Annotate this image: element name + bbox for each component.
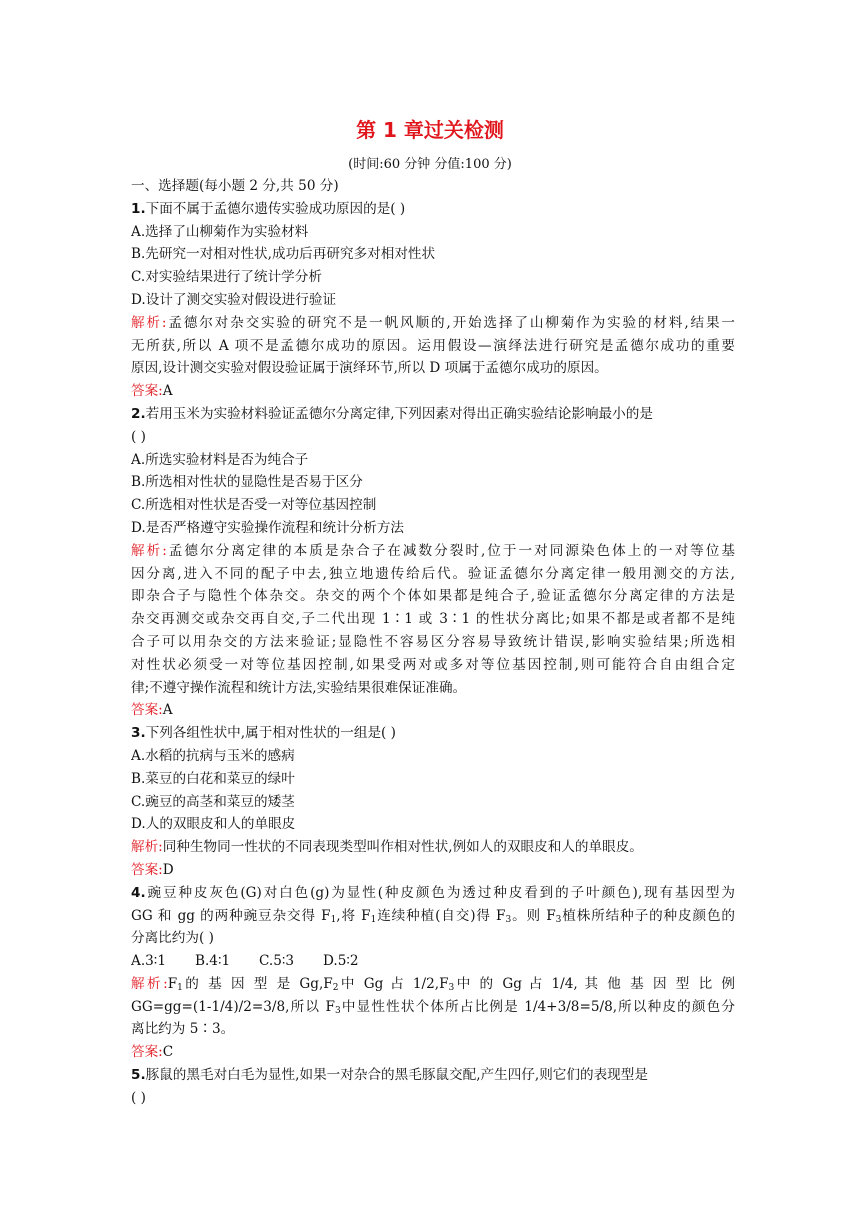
question-1-analysis-cont: 原因,设计测交实验对假设验证属于演绎环节,所以 D 项属于孟德尔成功的原因。 (131, 360, 608, 377)
question-3-answer: 答案:D (131, 861, 174, 878)
question-4-analysis: 解析$:F_1$的 基 因 型 是 $Gg,F_2$中 Gg 占 $1/2,F_3$中 的 Gg 占 1/4, 其 他 基 因 型 比 例 (131, 975, 735, 993)
question-4-stem-cont: 分离比约为( ) (131, 930, 214, 947)
question-4-option-d: D.5∶2 (323, 953, 359, 970)
question-4-stem: 4.豌豆种皮灰色(G)对白色(g)为显性(种皮颜色为透过种皮看到的子叶颜色),现有基因型为 (131, 884, 735, 901)
question-2-analysis-cont: 因分离,进入不同的配子中去,独立地遗传给后代。验证孟德尔分离定律一般用测交的方法, (131, 565, 735, 582)
question-3-analysis: 解析:同种生物同一性状的不同表现类型叫作相对性状,例如人的双眼皮和人的单眼皮。 (131, 839, 643, 856)
question-2-analysis-cont: 即杂合子与隐性个体杂交。杂交的两个个体如果都是纯合子,验证孟德尔分离定律的方法是 (131, 588, 735, 605)
question-2-answer: 答案:A (131, 702, 173, 719)
question-2-stem: 2.若用玉米为实验材料验证孟德尔分离定律,下列因素对得出正确实验结论影响最小的是 (131, 405, 653, 422)
question-2-analysis-cont: 律;不遵守操作流程和统计方法,实验结果很难保证准确。 (131, 679, 467, 696)
question-5-stem-cont: ( ) (131, 1089, 146, 1106)
question-2-option-a: A.所选实验材料是否为纯合子 (131, 451, 309, 468)
question-2-analysis-cont: 合子可以用杂交的方法来验证;显隐性不容易区分容易导致统计错误,影响实验结果;所选相 (131, 633, 735, 650)
document-body (131, 175, 735, 1110)
question-1-option-a: A.选择了山柳菊作为实验材料 (131, 223, 309, 240)
question-3-option-b: B.菜豆的白花和菜豆的绿叶 (131, 770, 295, 787)
question-2-option-c: C.所选相对性状是否受一对等位基因控制 (131, 497, 377, 514)
question-2-analysis-cont: 杂交再测交或杂交再自交,子二代出现 1∶1 或 3∶1 的性状分离比;如果不都是或者都不是纯 (131, 611, 735, 628)
question-1-answer: 答案:A (131, 383, 173, 400)
question-1-option-d: D.设计了测交实验对假设进行验证 (131, 291, 337, 308)
question-1-analysis-cont: 无所获,所以 A 项不是孟德尔成功的原因。运用假设—演绎法进行研究是孟德尔成功的重要 (131, 337, 735, 354)
question-4-option-b: B.4∶1 (195, 953, 231, 970)
question-4-option-a: A.3∶1 (131, 953, 166, 970)
question-3-option-d: D.人的双眼皮和人的单眼皮 (131, 816, 296, 833)
question-3-option-c: C.豌豆的高茎和菜豆的矮茎 (131, 793, 295, 810)
question-2-stem-cont: ( ) (131, 428, 146, 445)
question-4-stem-cont: GG 和 gg 的两种豌豆杂交得 $F_1$,将 $F_1$连续种植(自交)得 $F_3$。则 $F_3$植株所结种子的种皮颜色的 (131, 907, 735, 925)
question-1-stem: 1.下面不属于孟德尔遗传实验成功原因的是( ) (131, 200, 406, 217)
question-3-stem: 3.下列各组性状中,属于相对性状的一组是( ) (131, 725, 396, 742)
section-heading: 一、选择题(每小题 2 分,共 50 分) (131, 178, 339, 194)
question-4-options (131, 950, 735, 973)
question-2-analysis: 解析:孟德尔分离定律的本质是杂合子在减数分裂时,位于一对同源染色体上的一对等位基 (131, 542, 735, 559)
exam-info: (时间:60 分钟 分值:100 分) (348, 157, 512, 172)
question-4-answer: 答案:C (131, 1044, 174, 1061)
question-1-option-b: B.先研究一对相对性状,成功后再研究多对相对性状 (131, 246, 436, 263)
question-4-option-c: C.5∶3 (259, 953, 295, 970)
question-5-stem: 5.豚鼠的黑毛对白毛为显性,如果一对杂合的黑毛豚鼠交配,产生四仔,则它们的表现型是 (131, 1067, 648, 1084)
question-4-analysis-cont: GG=gg=(1-1/4)/2=3/8,所以 $F_3$中显性性状个体所占比例是 1/4+3/8=5/8,所以种皮的颜色分 (131, 998, 735, 1016)
question-2-analysis-cont: 对性状必须受一对等位基因控制,如果受两对或多对等位基因控制,则可能符合自由组合定 (131, 656, 735, 673)
page-title: 第 1 章过关检测 (356, 118, 504, 142)
question-2-option-b: B.所选相对性状的显隐性是否易于区分 (131, 474, 363, 491)
question-1-analysis: 解析:孟德尔对杂交实验的研究不是一帆风顺的,开始选择了山柳菊作为实验的材料,结果一 (131, 314, 735, 331)
question-1-option-c: C.对实验结果进行了统计学分析 (131, 269, 322, 286)
question-3-option-a: A.水稻的抗病与玉米的感病 (131, 747, 295, 764)
question-2-option-d: D.是否严格遵守实验操作流程和统计分析方法 (131, 519, 405, 536)
question-4-analysis-cont: 离比约为 5∶3。 (131, 1021, 235, 1038)
